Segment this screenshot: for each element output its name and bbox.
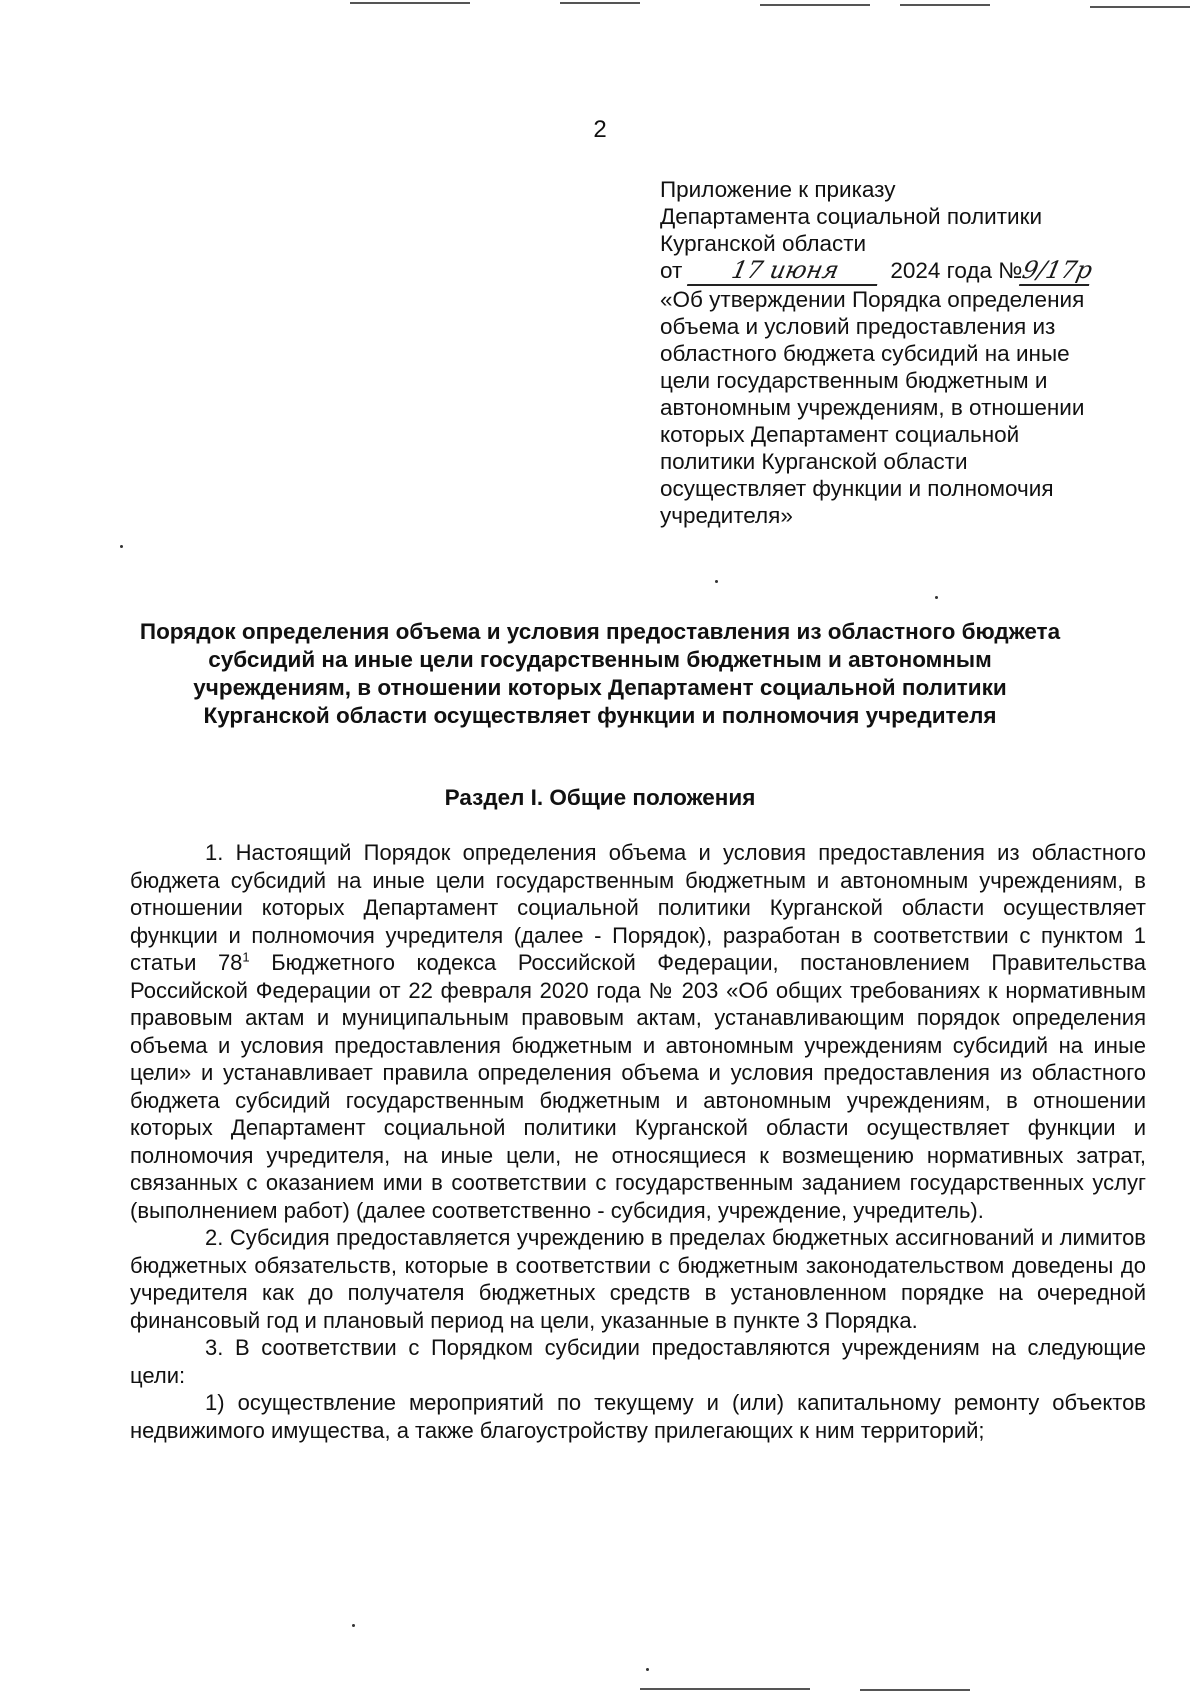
- paragraph-1-text-cont: Бюджетного кодекса Российской Федерации, постановлением Правительства Российской Федерации от 22 февраля 2020 года № 203 «Об общих требованиях к нормативным правовым актам и муниципальным правовым актам, устанавливающим порядок определения объема и условия предоставления бюджетным и автономным учреждениям субсидий на иные цели» и устанавливает правила определения объема и условия предоставления из областного бюджета субсидий государственным бюджетным и автономным учреждениям, в отношении которых Департамент социальной политики Курганской области осуществляет функции и полномочия учредителя, на иные цели, не относящиеся к возмещению нормативных затрат, связанных с оказанием ими в соответствии с государственным заданием государственных услуг (выполнением работ) (далее соответственно - субсидия, учреждение, учредитель).: [130, 950, 1146, 1223]
- date-year: 2024 года №: [890, 258, 1023, 283]
- annex-subject-line: политики Курганской области: [660, 449, 968, 474]
- section-heading: Раздел I. Общие положения: [444, 785, 756, 810]
- scan-artifact-bottom-1: [640, 1688, 810, 1690]
- scan-artifact-top-5: [1090, 6, 1190, 8]
- annex-subject-line: «Об утверждении Порядка определения: [660, 287, 1085, 312]
- annex-line: Департамента социальной политики: [660, 204, 1043, 229]
- handwritten-order-number: 9/17р: [1020, 256, 1096, 284]
- annex-line: Курганской области: [660, 231, 867, 256]
- paragraph-1-text: 1. Настоящий Порядок определения объема и условия предоставления из областного бюджета субсидий на иные цели государственным бюджетным и автономным учреждениям, в отношении которых Департамент социальной политики Курганской области осуществляет функции и полномочия учредителя (далее - Порядок), разработан в соответствии с пунктом 1 статьи 78: [130, 840, 1146, 975]
- date-prefix: от: [660, 258, 683, 283]
- paragraph-2: 2. Субсидия предоставляется учреждению в пределах бюджетных ассигнований и лимитов бюджетных обязательств, которые в соответствии с бюджетным законодательством доведены до учредителя как до получателя бюджетных средств в установленном порядке на очередной финансовый год и плановый период на цели, указанные в пункте 3 Порядка.: [130, 1225, 1146, 1333]
- annex-subject-line: осуществляет функции и полномочия: [660, 476, 1054, 501]
- paragraph-4: 1) осуществление мероприятий по текущему и (или) капитальному ремонту объектов недвижимого имущества, а также благоустройству прилегающих к ним территорий;: [130, 1390, 1146, 1443]
- article-superscript: 1: [242, 949, 250, 965]
- annex-line: Приложение к приказу: [660, 177, 896, 202]
- annex-block: [660, 176, 1160, 529]
- title-line: Курганской области осуществляет функции и полномочия учредителя: [203, 703, 997, 728]
- scan-artifact-top-1: [350, 2, 470, 4]
- paragraph-1: [130, 839, 1146, 1224]
- annex-subject-line: автономным учреждениям, в отношении: [660, 395, 1085, 420]
- scan-artifact-top-3: [760, 4, 870, 6]
- scan-artifact-top-2: [560, 2, 640, 4]
- body-text: [130, 839, 1146, 1444]
- title-line: Порядок определения объема и условия предоставления из областного бюджета: [139, 619, 1061, 644]
- annex-subject-line: цели государственным бюджетным и: [660, 368, 1048, 393]
- order-date-line: [660, 257, 1160, 286]
- handwritten-day: 17 июня: [687, 257, 883, 286]
- page-number: 2: [593, 116, 607, 143]
- document-title: [120, 618, 1080, 730]
- title-line: учреждениям, в отношении которых Департамент социальной политики: [193, 675, 1007, 700]
- annex-subject-line: которых Департамент социальной: [660, 422, 1020, 447]
- scan-speck: [935, 596, 938, 599]
- annex-subject-line: областного бюджета субсидий на иные: [660, 341, 1070, 366]
- scan-speck: [646, 1668, 649, 1671]
- annex-subject-line: объема и условий предоставления из: [660, 314, 1056, 339]
- paragraph-3: 3. В соответствии с Порядком субсидии предоставляются учреждениям на следующие цели:: [130, 1335, 1146, 1388]
- annex-subject-line: учредителя»: [660, 503, 793, 528]
- scan-artifact-bottom-2: [860, 1689, 970, 1691]
- scan-speck: [352, 1624, 355, 1627]
- scan-speck: [715, 580, 718, 583]
- scan-speck: [120, 545, 123, 548]
- title-line: субсидий на иные цели государственным бюджетным и автономным: [208, 647, 992, 672]
- scan-artifact-top-4: [900, 4, 990, 6]
